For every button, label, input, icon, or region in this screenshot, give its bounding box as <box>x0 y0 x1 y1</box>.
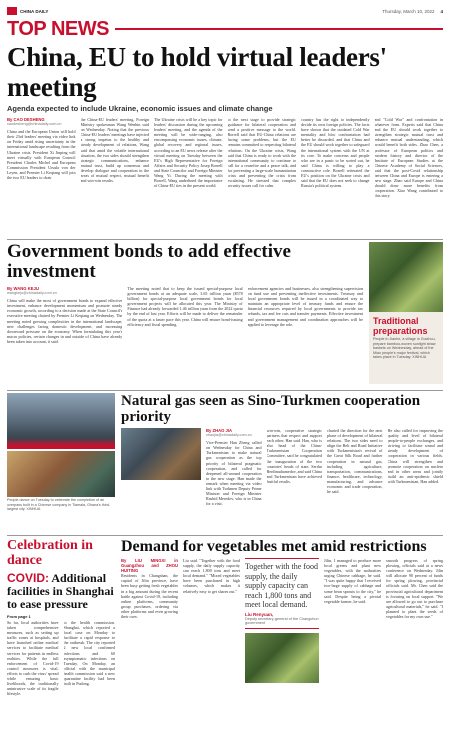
lead-columns <box>7 117 443 235</box>
covid-block <box>7 538 115 747</box>
veg-col-2: Liu said. "Together with the food supply, the daily supply capacity can reach 1,800 tons and meet local demand." "Mixed vegetables have been purchased in high volumes, which makes it relatively easy to get shares out." <box>182 558 240 594</box>
divider <box>7 535 443 536</box>
natgas-body <box>121 428 443 531</box>
lead-col-6: and "Cold War" and confrontation in whatever form. Experts said that China and the EU should work together to strengthen strategic mutual trust and enhance mutual understanding, which would benefit both sides. Zhao Chen, a professor of European politics and modern history and director of the Institute of European Studies at the Chinese Academy of Social Sciences, said that the post-Covid relationship between China and Europe is entering a new stage. Zhao said Europe and China should draw more benefits from cooperation. Xiao Wang contributed to this story. <box>374 117 443 199</box>
natgas-col-4: He also called for improving the quality and level of bilateral people-to-people exchanges, and striving to facilitate sound and steady development of cooperation in various fields. China will strengthen and promote cooperation on nuclear and in other areas and jointly build an anti-epidemic shield with Turkmenistan, Han added. <box>387 428 443 484</box>
divider <box>7 390 443 391</box>
sidebar-photo <box>369 242 443 312</box>
veg-col-4: smooth progress of spring plowing, officials said at a news conference on Wednesday. Jilin will allocate 90 percent of funds for spring plowing, provincial officials said. Mr. Chen said the provincial agricultural department is focusing on local support. "We are allowed to go out to purchase agricultural materials," he said. "I planned to plant the seeds of vegetables for my own use." <box>386 558 444 620</box>
lead-deck: Agenda expected to include Ukraine, economic issues and climate change <box>7 104 273 113</box>
celebration-headline: Celebration in dance <box>7 538 93 568</box>
govt-col-3: enforcement agencies and businesses, also strengthening supervision on fund use and preventing ineffective investments. Treasury and local government bonds will be issued in a coordinated way to maintain an appropriate level of treasury funds and ensure the financial resources required by local governments to provide tax refunds, tax and fee cuts and transfer payments. Effective investment and government management and coordination approaches will be applied to leverage the role. <box>247 286 363 327</box>
veg-pull-quote <box>245 558 319 629</box>
lead-headline: China, EU to hold virtual leaders' meeting <box>7 42 387 102</box>
lead-col-2: the China-EU leaders' meeting, Foreign Ministry spokesman Wang Wenbin said on Wednesday. Noting that the previous China-EU leaders' meetings have injected a strong impetus to the healthy and steady development of relations, Wang said that amid the volatile international situation, the two sides should strengthen strategic communications, enhance mutual trust, build up consensus and develop dialogue and cooperation in the areas of mutual respect, mutual benefit and win-win results. <box>80 117 149 184</box>
covid-col-2: to the health commission. Shanghai, which reported a local case on Monday to facilitate a rapid response to the outbreak. The city reported 2 new local confirmed infections and 60 asymptomatic infections on Tuesday. On Monday, an official with the municipal health commission said a new quarantine facility had been built in Pudong. <box>63 620 115 687</box>
veg-photo <box>245 633 319 683</box>
govt-headline: Government bonds to add effective investment <box>7 241 291 282</box>
govt-col-1 <box>7 286 122 386</box>
natgas-col-2: win-win, cooperative strategic partners that respect and support each other, Han said. Han, who is also head of the China-Turkmenistan Cooperation Committee, said he congratulated the inauguration of the two countries' heads of state, Serdar Berdimuhamedov, and said China and Turkmenistan have achieved fruitful results. <box>266 428 322 484</box>
covid-columns <box>7 620 115 747</box>
page-meta <box>382 9 443 14</box>
veg-col-1-text: Residents in Changshan, the capital of Jilin province, have been busy getting fresh vegetables in a big amount during the recent battle against Covid-19, including online platforms, community group purchases, ordering via other platforms and even growing their own. <box>121 573 178 620</box>
second-row <box>7 242 443 386</box>
covid-from-label: From page 1 <box>7 614 31 619</box>
govt-columns <box>7 286 363 386</box>
lead-col-5: country has the right to independently decide its own foreign policies. The facts have shown that the outdated Cold War mentality and bloc confrontation had better be discarded, and that China and the EU should work together to safeguard the international system with the UN at its core. To make concerns and people who are in a panic to be sorted out, he said China is willing to play a constructive role. Borrell reiterated the EU's position on the Ukraine crisis and said that the EU does not seek to change Russia's political system. <box>301 117 370 189</box>
celebration-photo <box>7 451 115 497</box>
bottom-row <box>7 538 443 747</box>
publication-logo <box>7 7 48 15</box>
natgas-col-3: charted the direction for the next phase of development of bilateral relations. The two sides need to align the Belt and Road Initiative with Turkmenistan's revival of the Great Silk Road and further cooperation in natural gas, including agriculture, transportation, communications, finance, healthcare, technology, manufacturing, and advance economic and trade cooperation, he said. <box>327 428 383 495</box>
covid-col-1: So far, local authorities have taken comprehensive measures, such as setting up traffic zones at hospitals, and have launched online medical services to facilitate medical services for patients in endless realities. While the full enforcement of Covid-19 control measures is vital, efforts to curb the virus' spread while ensuring basic livelihoods, the traditionally unintrusive scale of its fragile lifestyle. <box>7 620 59 697</box>
lead-col-1 <box>7 117 76 235</box>
celebration-block <box>7 393 115 531</box>
covid-headline <box>7 572 115 611</box>
lead-byline: By CAO DESHENG <box>7 117 45 122</box>
natgas-columns <box>206 428 443 531</box>
lead-col-4: to the next stage to provide strategic guidance for bilateral cooperation and send a positive message to the world. Borrell said that EU-China relations are facing some problems, but the EU remains committed to respecting bilateral relations. On the Ukraine crisis, Wang said that China is ready to work with the international community to continue to call for a ceasefire and a peace talk, and for preventing a large-scale humanitarian crisis and preventing the crisis from escalating. He stressed that complex security issues call for calm. <box>227 117 296 189</box>
veg-body <box>121 558 443 747</box>
covid-title-prefix: COVID: <box>7 571 49 585</box>
masthead-bar <box>7 5 443 17</box>
third-row <box>7 393 443 531</box>
veg-byline: By LIU MINGXI in Guangzhou and ZHOU HUITING <box>121 558 178 574</box>
natgas-story <box>121 393 443 531</box>
pull-quote-role: Deputy secretary-general of the Changchun government <box>244 616 319 625</box>
divider <box>7 239 443 240</box>
natgas-headline: Natural gas seen as Sino-Turkmen cooperation priority <box>121 393 421 425</box>
pull-quote-text: Together with the food supply, the daily supply capacity can reach 1,800 tons and meet local demand. <box>244 562 318 609</box>
top-photo <box>7 393 115 449</box>
lead-col-3: The Ukraine crisis will be a key topic for leaders' discussion during the upcoming leaders' meeting, and the agenda of the meeting will be wide-ranging, also encompassing economic issues, climate, global recovery and regional issues, according to an EU news release after the virtual meeting on Tuesday between the EU's High Representative for Foreign Affairs and Security Policy Josep Borrell and State Councilor and Foreign Minister Wang Yi. During the meeting with Borrell, Wang underlined the importance of China-EU ties in the present world. <box>154 117 223 189</box>
sidebar-title: Traditional preparations <box>373 316 428 336</box>
page-date: Thursday, March 10, 2022 <box>382 8 435 14</box>
covid-title-rest: Additional facilities in Shanghai to ease pressure <box>7 571 114 611</box>
govt-byline: By WANG KEJU <box>7 286 39 291</box>
section-header <box>7 19 443 39</box>
natgas-byline: By ZHAO JIA <box>206 428 233 433</box>
lead-story <box>7 42 443 235</box>
publication-name: CHINA DAILY <box>20 8 49 14</box>
china-daily-logo-icon <box>7 7 17 15</box>
natgas-col-1-text: Vice-Premier Han Zheng called on Wednesday for China and Turkmenistan to make natural gas cooperation as the top priority of bilateral pragmatic cooperation, and called for deepened all-around cooperation to the new stage. Han made the remark when meeting via video link with Turkmen Deputy Prime Minister and Foreign Minister Rashid Meredov, who is in China for a visit. <box>206 440 262 507</box>
sidebar-caption: People in Jianhe, a village in Guizhou, prepare bamboo-woven sunlight straw baskets on Wednesday, ahead of the Miao people's major festival, which takes place in Tuesday. XINHUA <box>373 337 436 360</box>
natgas-col-1 <box>206 428 262 531</box>
sidebar-box <box>369 312 443 384</box>
veg-col-1 <box>121 558 178 747</box>
celebration-caption: People dance on Tuesday to celebrate the completion of an overpass built in a Chinese company in Tiamala, Ghana's third-largest city. XINHUA <box>7 498 111 512</box>
govt-col-1-text: China will make the most of government bonds to expand effective investment, enhance development momentum and promote steady economic growth, according to a decision made at the State Council's executive meeting chaired by Premier Li Keqiang on Wednesday. The meeting noted growing complexities in the international landscape, new challenges facing domestic development, and increasing downward pressure on the economy. When formulating this year's macro policies, certain changes in and outside of China have already been taken into account, it said. <box>7 298 123 344</box>
natgas-byline-email: zhaojia@chinadaily.com.cn <box>206 433 252 438</box>
govt-col-2: The meeting noted that to keep the issued special-purpose local government bonds at an adequate scale, 3.65 trillion yuan ($578 billion) for special-purpose local government bonds for local government projects will be allocated this year. The Ministry of Finance had already forwarded 1.46 trillion yuan from the 2022 quota by the end of last year. Efforts will be made to deliver the remainder of the quota at a faster pace this year. China will ensure bond-issuing efficiency and fiscal spending. <box>127 286 243 327</box>
lead-byline-email: caodesheng@chinadaily.com.cn <box>7 122 62 127</box>
veg-headline: Demand for vegetables met amid restrictions <box>121 538 427 555</box>
natgas-photo <box>121 428 201 480</box>
sidebar-traditional <box>369 242 443 386</box>
pull-quote-name: Liu Renyuan, <box>244 611 274 617</box>
section-title: TOP NEWS <box>7 18 109 40</box>
govt-byline-email: wangkeju@chinadaily.com.cn <box>7 291 57 296</box>
veg-quote-col <box>245 558 319 747</box>
lead-col-1-text: China and the European Union will hold their 23rd leaders' meeting via video link on Friday amid rising uncertainty in the international landscape resulting from the Ukraine crisis. President Xi Jinping will meet virtually with European Council President Charles Michel and European Commission President Ursula von der Leyen, and Premier Li Keqiang will join the two EU leaders to chair <box>7 129 76 181</box>
veg-col-3: Jilin, 1 managed to produce more local greens and plant new vegetables, with the authorities urging Chinese cabbage, he said. "I was quite happy that I received two-large supply of cabbage and some bean sprouts to the city," he said. Despite being a pivotal vegetable farmer, he said. <box>324 558 382 604</box>
section-rule <box>115 28 443 30</box>
page-number: 4 <box>440 8 443 14</box>
govt-story <box>7 242 363 386</box>
veg-story <box>121 538 443 747</box>
